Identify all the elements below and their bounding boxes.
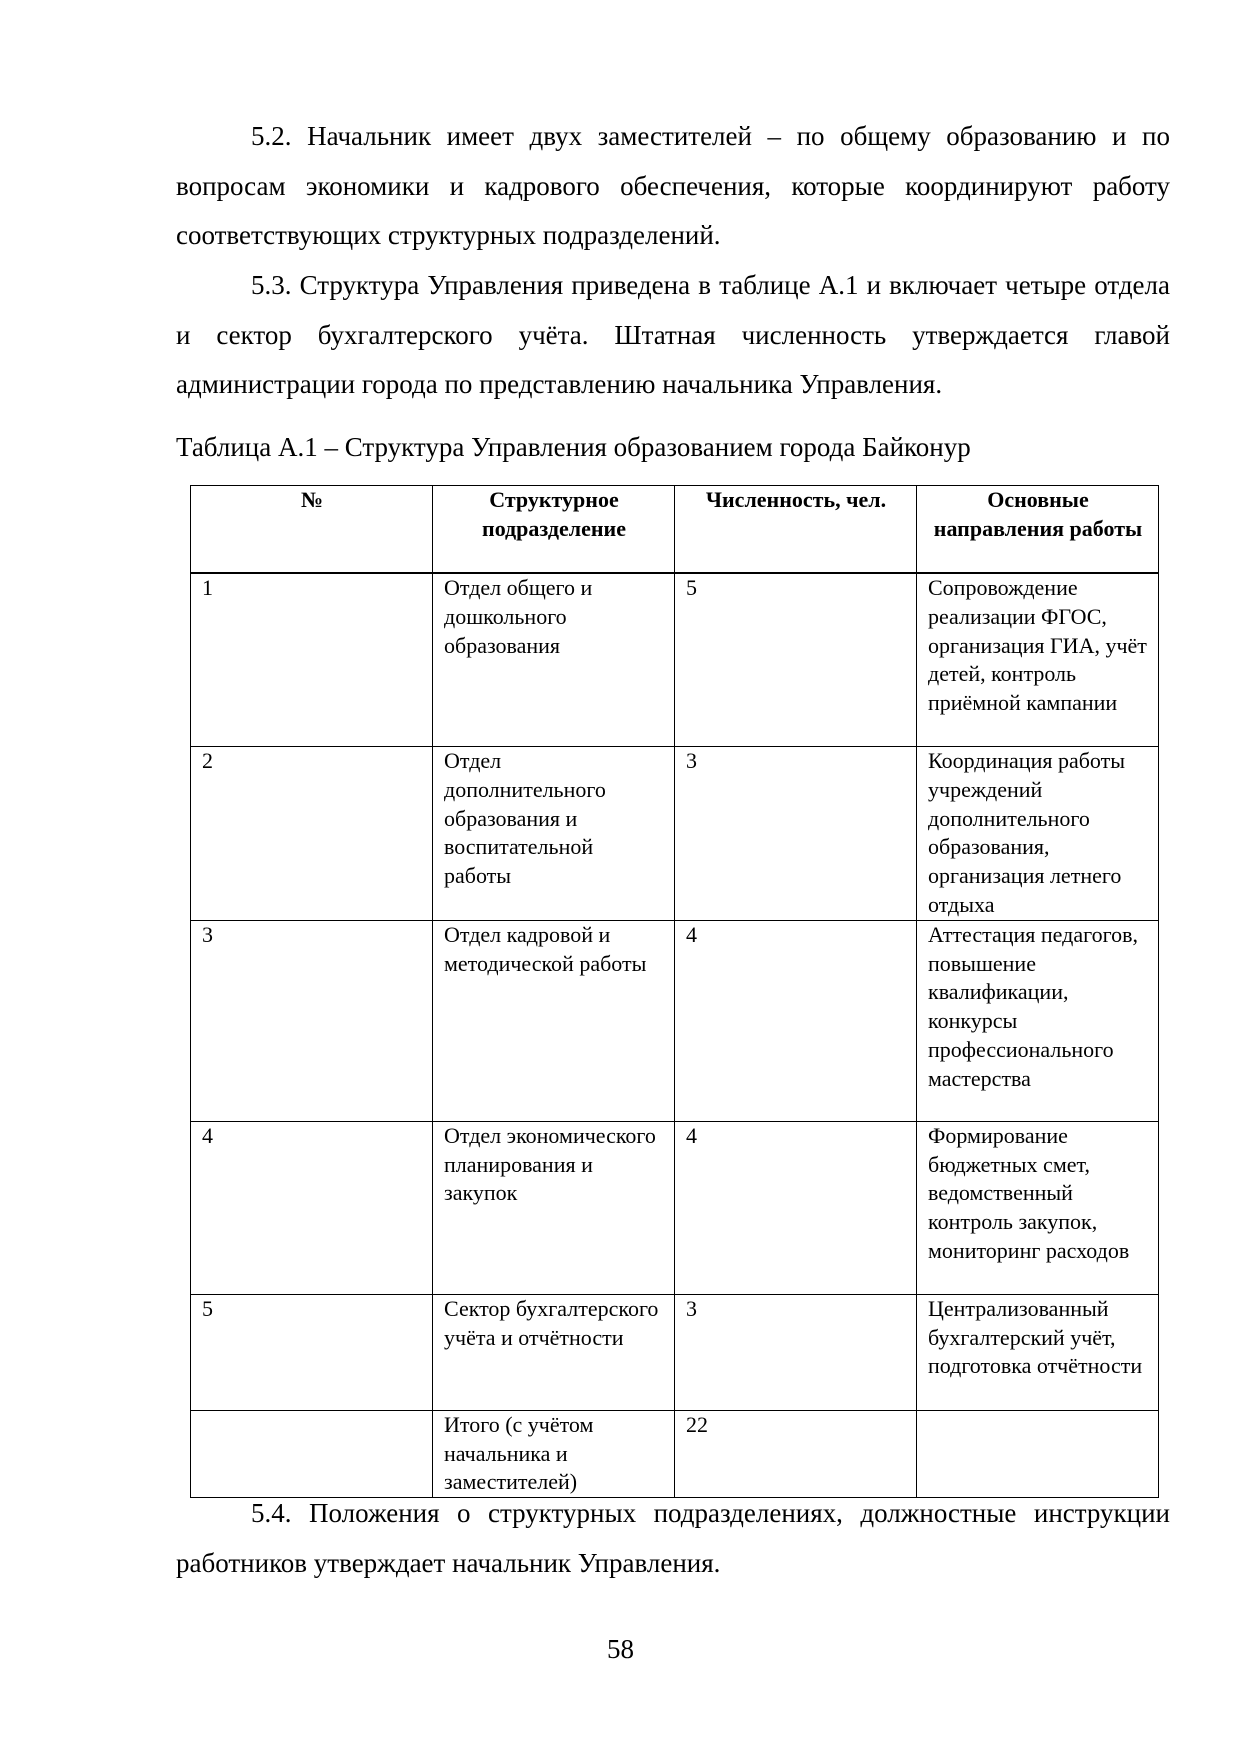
table-row [191,920,1159,1121]
cell-headcount: 4 [675,920,917,1121]
cell-number: 3 [191,920,433,1121]
structure-table [190,485,1159,1498]
cell-number: 5 [191,1294,433,1410]
cell-headcount: 4 [675,1121,917,1294]
table-header-row [191,486,1159,574]
header-directions: Основные направления работы [917,486,1159,574]
cell-directions: Аттестация педагогов, повышение квалификации, конкурсы профессионального мастерства [917,920,1159,1121]
cell-number: 2 [191,747,433,921]
table-total-row [191,1410,1159,1497]
cell-directions: Координация работы учреждений дополнительного образования, организация летнего отдыха [917,747,1159,921]
header-number: № [191,486,433,574]
cell-number: 1 [191,573,433,747]
cell-headcount: 3 [675,1294,917,1410]
cell-unit: Отдел общего и дошкольного образования [433,573,675,747]
paragraph-5-3: 5.3. Структура Управления приведена в таблице А.1 и включает четыре отдела и сектор бухгалтерского учёта. Штатная численность утверждается главой администрации города по представлению начальника Управления. [176,270,1170,399]
cell-directions [917,1410,1159,1497]
cell-number: 4 [191,1121,433,1294]
header-unit: Структурное подразделение [433,486,675,574]
page-number: 58 [607,1634,634,1664]
cell-unit: Отдел дополнительного образования и воспитательной работы [433,747,675,921]
table-row [191,1121,1159,1294]
cell-unit: Отдел экономического планирования и закупок [433,1121,675,1294]
cell-headcount: 22 [675,1410,917,1497]
table-row [191,1294,1159,1410]
paragraph-5-4: 5.4. Положения о структурных подразделениях, должностные инструкции работников утверждает начальник Управления. [176,1498,1170,1578]
table-row [191,747,1159,921]
table-row [191,573,1159,747]
table-caption: Таблица А.1 – Структура Управления образованием города Байконур [176,432,971,462]
cell-unit: Сектор бухгалтерского учёта и отчётности [433,1294,675,1410]
cell-headcount: 5 [675,573,917,747]
cell-directions: Сопровождение реализации ФГОС, организация ГИА, учёт детей, контроль приёмной кампании [917,573,1159,747]
cell-unit: Итого (с учётом начальника и заместителей) [433,1410,675,1497]
cell-number [191,1410,433,1497]
cell-unit: Отдел кадровой и методической работы [433,920,675,1121]
paragraph-5-2: 5.2. Начальник имеет двух заместителей – по общему образованию и по вопросам экономики и кадрового обеспечения, которые координируют работу соответствующих структурных подразделений. [176,121,1170,250]
header-headcount: Численность, чел. [675,486,917,574]
cell-directions: Централизованный бухгалтерский учёт, подготовка отчётности [917,1294,1159,1410]
cell-headcount: 3 [675,747,917,921]
cell-directions: Формирование бюджетных смет, ведомственный контроль закупок, мониторинг расходов [917,1121,1159,1294]
